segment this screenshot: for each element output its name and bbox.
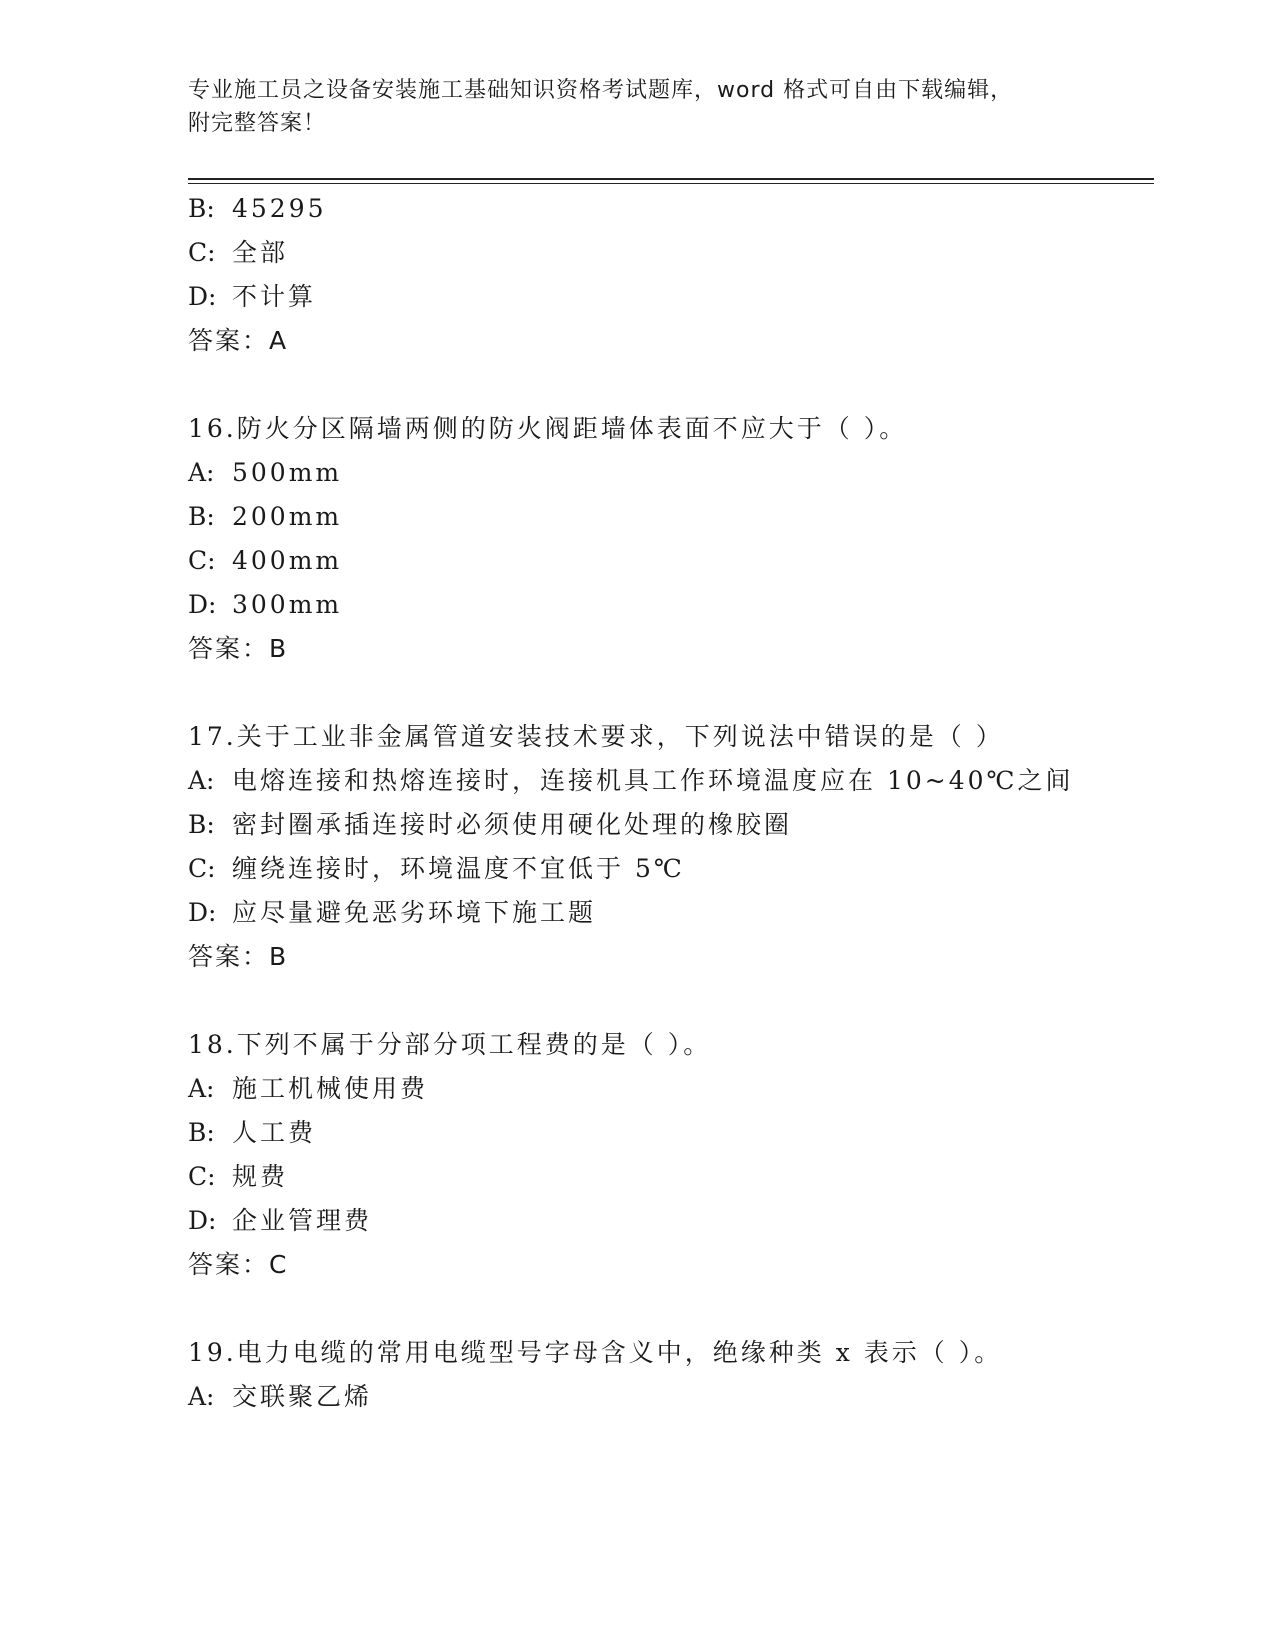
option-text: 400mm (232, 546, 343, 575)
option-label: D: (188, 898, 217, 927)
header-rule-thin (188, 183, 1154, 184)
option-c (188, 1162, 288, 1192)
option-text: 电熔连接和热熔连接时，连接机具工作环境温度应在 10~40℃之间 (232, 766, 1074, 795)
header-line-1: 专业施工员之设备安装施工基础知识资格考试题库，word 格式可自由下载编辑， (188, 78, 1014, 103)
option-label: B: (188, 502, 215, 531)
option-label: A: (188, 1382, 215, 1411)
option-a (188, 1382, 372, 1412)
option-label: B: (188, 1118, 215, 1147)
header-rule-thick (188, 178, 1154, 180)
option-label: D: (188, 282, 217, 311)
option-d (188, 590, 342, 620)
option-label: C: (188, 1162, 216, 1191)
option-label: A: (188, 766, 215, 795)
answer-line: 答案：A (188, 326, 289, 355)
answer-line: 答案：B (188, 942, 289, 971)
option-text: 300mm (232, 590, 343, 619)
option-label: D: (188, 590, 217, 619)
option-label: C: (188, 238, 216, 267)
option-text: 缠绕连接时，环境温度不宜低于 5℃ (232, 854, 685, 883)
option-label: A: (188, 1074, 215, 1103)
option-label: C: (188, 546, 216, 575)
option-label: C: (188, 854, 216, 883)
option-text: 交联聚乙烯 (232, 1382, 373, 1411)
page-header (188, 74, 1088, 140)
header-line-2: 附完整答案！ (188, 111, 327, 136)
option-text: 不计算 (232, 282, 317, 311)
question-17: 17.关于工业非金属管道安装技术要求，下列说法中错误的是（ ） (188, 722, 1004, 751)
option-text: 规费 (232, 1162, 289, 1191)
option-text: 人工费 (232, 1118, 317, 1147)
option-text: 施工机械使用费 (232, 1074, 429, 1103)
option-text: 45295 (232, 194, 327, 223)
option-d (188, 1206, 372, 1236)
option-text: 密封圈承插连接时必须使用硬化处理的橡胶圈 (232, 810, 793, 839)
option-c (188, 546, 342, 576)
question-16: 16.防火分区隔墙两侧的防火阀距墙体表面不应大于（ ）。 (188, 414, 908, 443)
option-b (188, 502, 342, 532)
option-b (188, 1118, 316, 1148)
option-c (188, 238, 288, 268)
option-label: B: (188, 194, 215, 223)
option-a (188, 766, 1074, 796)
option-a (188, 458, 342, 488)
option-label: A: (188, 458, 215, 487)
option-d (188, 898, 596, 928)
option-b (188, 194, 327, 224)
option-a (188, 1074, 428, 1104)
option-text: 全部 (232, 238, 289, 267)
option-text: 企业管理费 (232, 1206, 373, 1235)
option-text: 200mm (232, 502, 343, 531)
option-text: 500mm (232, 458, 343, 487)
answer-line: 答案：C (188, 1250, 289, 1279)
option-c (188, 854, 685, 884)
answer-line: 答案：B (188, 634, 289, 663)
option-b (188, 810, 792, 840)
option-d (188, 282, 316, 312)
question-18: 18.下列不属于分部分项工程费的是（ ）。 (188, 1030, 712, 1059)
option-label: B: (188, 810, 215, 839)
option-text: 应尽量避免恶劣环境下施工题 (232, 898, 597, 927)
question-19: 19.电力电缆的常用电缆型号字母含义中，绝缘种类 x 表示（ ）。 (188, 1338, 1003, 1367)
option-label: D: (188, 1206, 217, 1235)
